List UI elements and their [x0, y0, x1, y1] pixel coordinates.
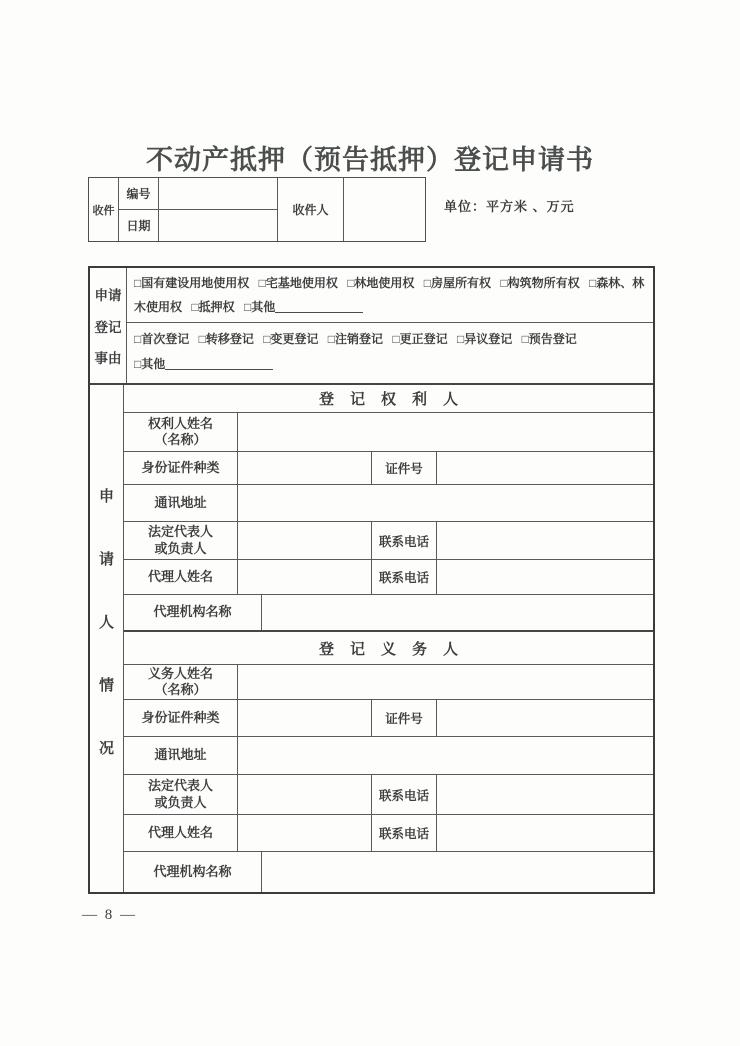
receipt-number-field [159, 178, 278, 210]
row-sublabel: 证件号 [372, 700, 437, 736]
row-label: 代理机构名称 [124, 852, 262, 892]
side-label-char: 人 [98, 614, 114, 631]
apply-reason-section [90, 268, 653, 385]
row-sublabel: 证件号 [372, 452, 437, 484]
input-cell [238, 815, 372, 851]
receipt-recipient-field [344, 178, 425, 241]
checkbox-option-other [244, 300, 363, 314]
side-label-char: 申 [98, 488, 114, 505]
input-cell [238, 560, 372, 594]
table-row [124, 452, 653, 485]
side-label-line: 申请 [94, 287, 122, 303]
table-row [124, 665, 653, 700]
table-row [124, 775, 653, 815]
table-row [124, 560, 653, 595]
receipt-number-label: 编号 [119, 178, 159, 210]
row-label: 权利人姓名 （名称） [124, 413, 238, 451]
table-row [124, 595, 653, 632]
row-label: 义务人姓名 （名称） [124, 665, 238, 699]
checkbox-option: □房屋所有权 [423, 276, 492, 290]
input-cell [437, 700, 653, 736]
application-form-table [88, 266, 655, 894]
other-blank-line [275, 299, 363, 313]
table-row [124, 522, 653, 560]
page-title: 不动产抵押（预告抵押）登记申请书 [146, 145, 594, 175]
checkbox-option: □转移登记 [198, 332, 254, 346]
checkbox-option: □抵押权 [191, 300, 235, 314]
checkbox-option-other [134, 357, 273, 371]
input-cell [238, 700, 372, 736]
obligor-header: 登记义务人 [124, 632, 653, 665]
other-label: □其他 [243, 300, 276, 314]
input-cell [238, 485, 653, 521]
input-cell [262, 852, 653, 892]
row-label: 代理人姓名 [124, 815, 238, 851]
side-label-line: 事由 [94, 351, 122, 367]
registration-type-options-row [127, 323, 653, 383]
table-row [124, 737, 653, 775]
checkbox-option: □首次登记 [134, 332, 190, 346]
input-cell [238, 737, 653, 774]
row-label: 代理机构名称 [124, 595, 262, 630]
table-row [124, 413, 653, 452]
row-sublabel: 联系电话 [372, 815, 437, 851]
input-cell [238, 413, 653, 451]
input-cell [238, 775, 372, 814]
row-label: 身份证件种类 [124, 452, 238, 484]
checkbox-option: □更正登记 [392, 332, 448, 346]
applicant-side-label [90, 385, 124, 892]
row-label: 法定代表人 或负责人 [124, 775, 238, 814]
row-sublabel: 联系电话 [372, 522, 437, 559]
other-label: □其他 [134, 357, 166, 371]
row-label: 代理人姓名 [124, 560, 238, 594]
table-row [124, 485, 653, 522]
input-cell [238, 522, 372, 559]
unit-note: 单位：平方米 、万元 [444, 199, 575, 214]
input-cell [437, 560, 653, 594]
row-sublabel: 联系电话 [372, 560, 437, 594]
other-blank-line [165, 356, 273, 370]
apply-reason-side-label [90, 268, 127, 383]
table-row [124, 815, 653, 852]
applicant-info-section [90, 385, 653, 892]
checkbox-option: □构筑物所有权 [500, 276, 580, 290]
row-label: 法定代表人 或负责人 [124, 522, 238, 559]
input-cell [437, 452, 653, 484]
checkbox-option: □林地使用权 [347, 276, 415, 290]
checkbox-option: □变更登记 [263, 332, 319, 346]
receipt-date-field [159, 210, 278, 242]
checkbox-option: □预告登记 [521, 332, 577, 346]
side-label-char: 况 [98, 740, 114, 757]
row-label: 身份证件种类 [124, 700, 238, 736]
registration-options-line [134, 327, 646, 352]
input-cell [262, 595, 653, 630]
table-row [124, 700, 653, 737]
input-cell [437, 815, 653, 851]
page-number: — 8 — [82, 907, 137, 923]
checkbox-option: □国有建设用地使用权 [134, 276, 250, 290]
checkbox-option: □注销登记 [327, 332, 384, 346]
checkbox-option: □森林、林木使用权 [134, 276, 645, 314]
receipt-recipient-label: 收件人 [278, 178, 344, 241]
checkbox-option: □宅基地使用权 [258, 276, 338, 290]
apply-reason-rows [127, 268, 653, 383]
side-label-char: 请 [98, 551, 114, 568]
right-type-options-row [127, 268, 653, 323]
input-cell [437, 775, 653, 814]
receipt-receive-label: 收件 [89, 178, 119, 241]
receipt-date-label: 日期 [119, 210, 159, 242]
receipt-table [88, 177, 426, 242]
row-label: 通讯地址 [124, 485, 238, 521]
row-label: 通讯地址 [124, 737, 238, 774]
side-label-line: 登记 [94, 319, 122, 335]
input-cell [437, 522, 653, 559]
checkbox-option: □异议登记 [456, 332, 513, 346]
side-label-char: 情 [98, 677, 114, 694]
applicant-rows [124, 385, 653, 892]
rights-holder-header: 登记权利人 [124, 385, 653, 413]
table-row [124, 852, 653, 892]
input-cell [238, 665, 653, 699]
input-cell [238, 452, 372, 484]
registration-other-line [134, 352, 646, 377]
row-sublabel: 联系电话 [372, 775, 437, 814]
